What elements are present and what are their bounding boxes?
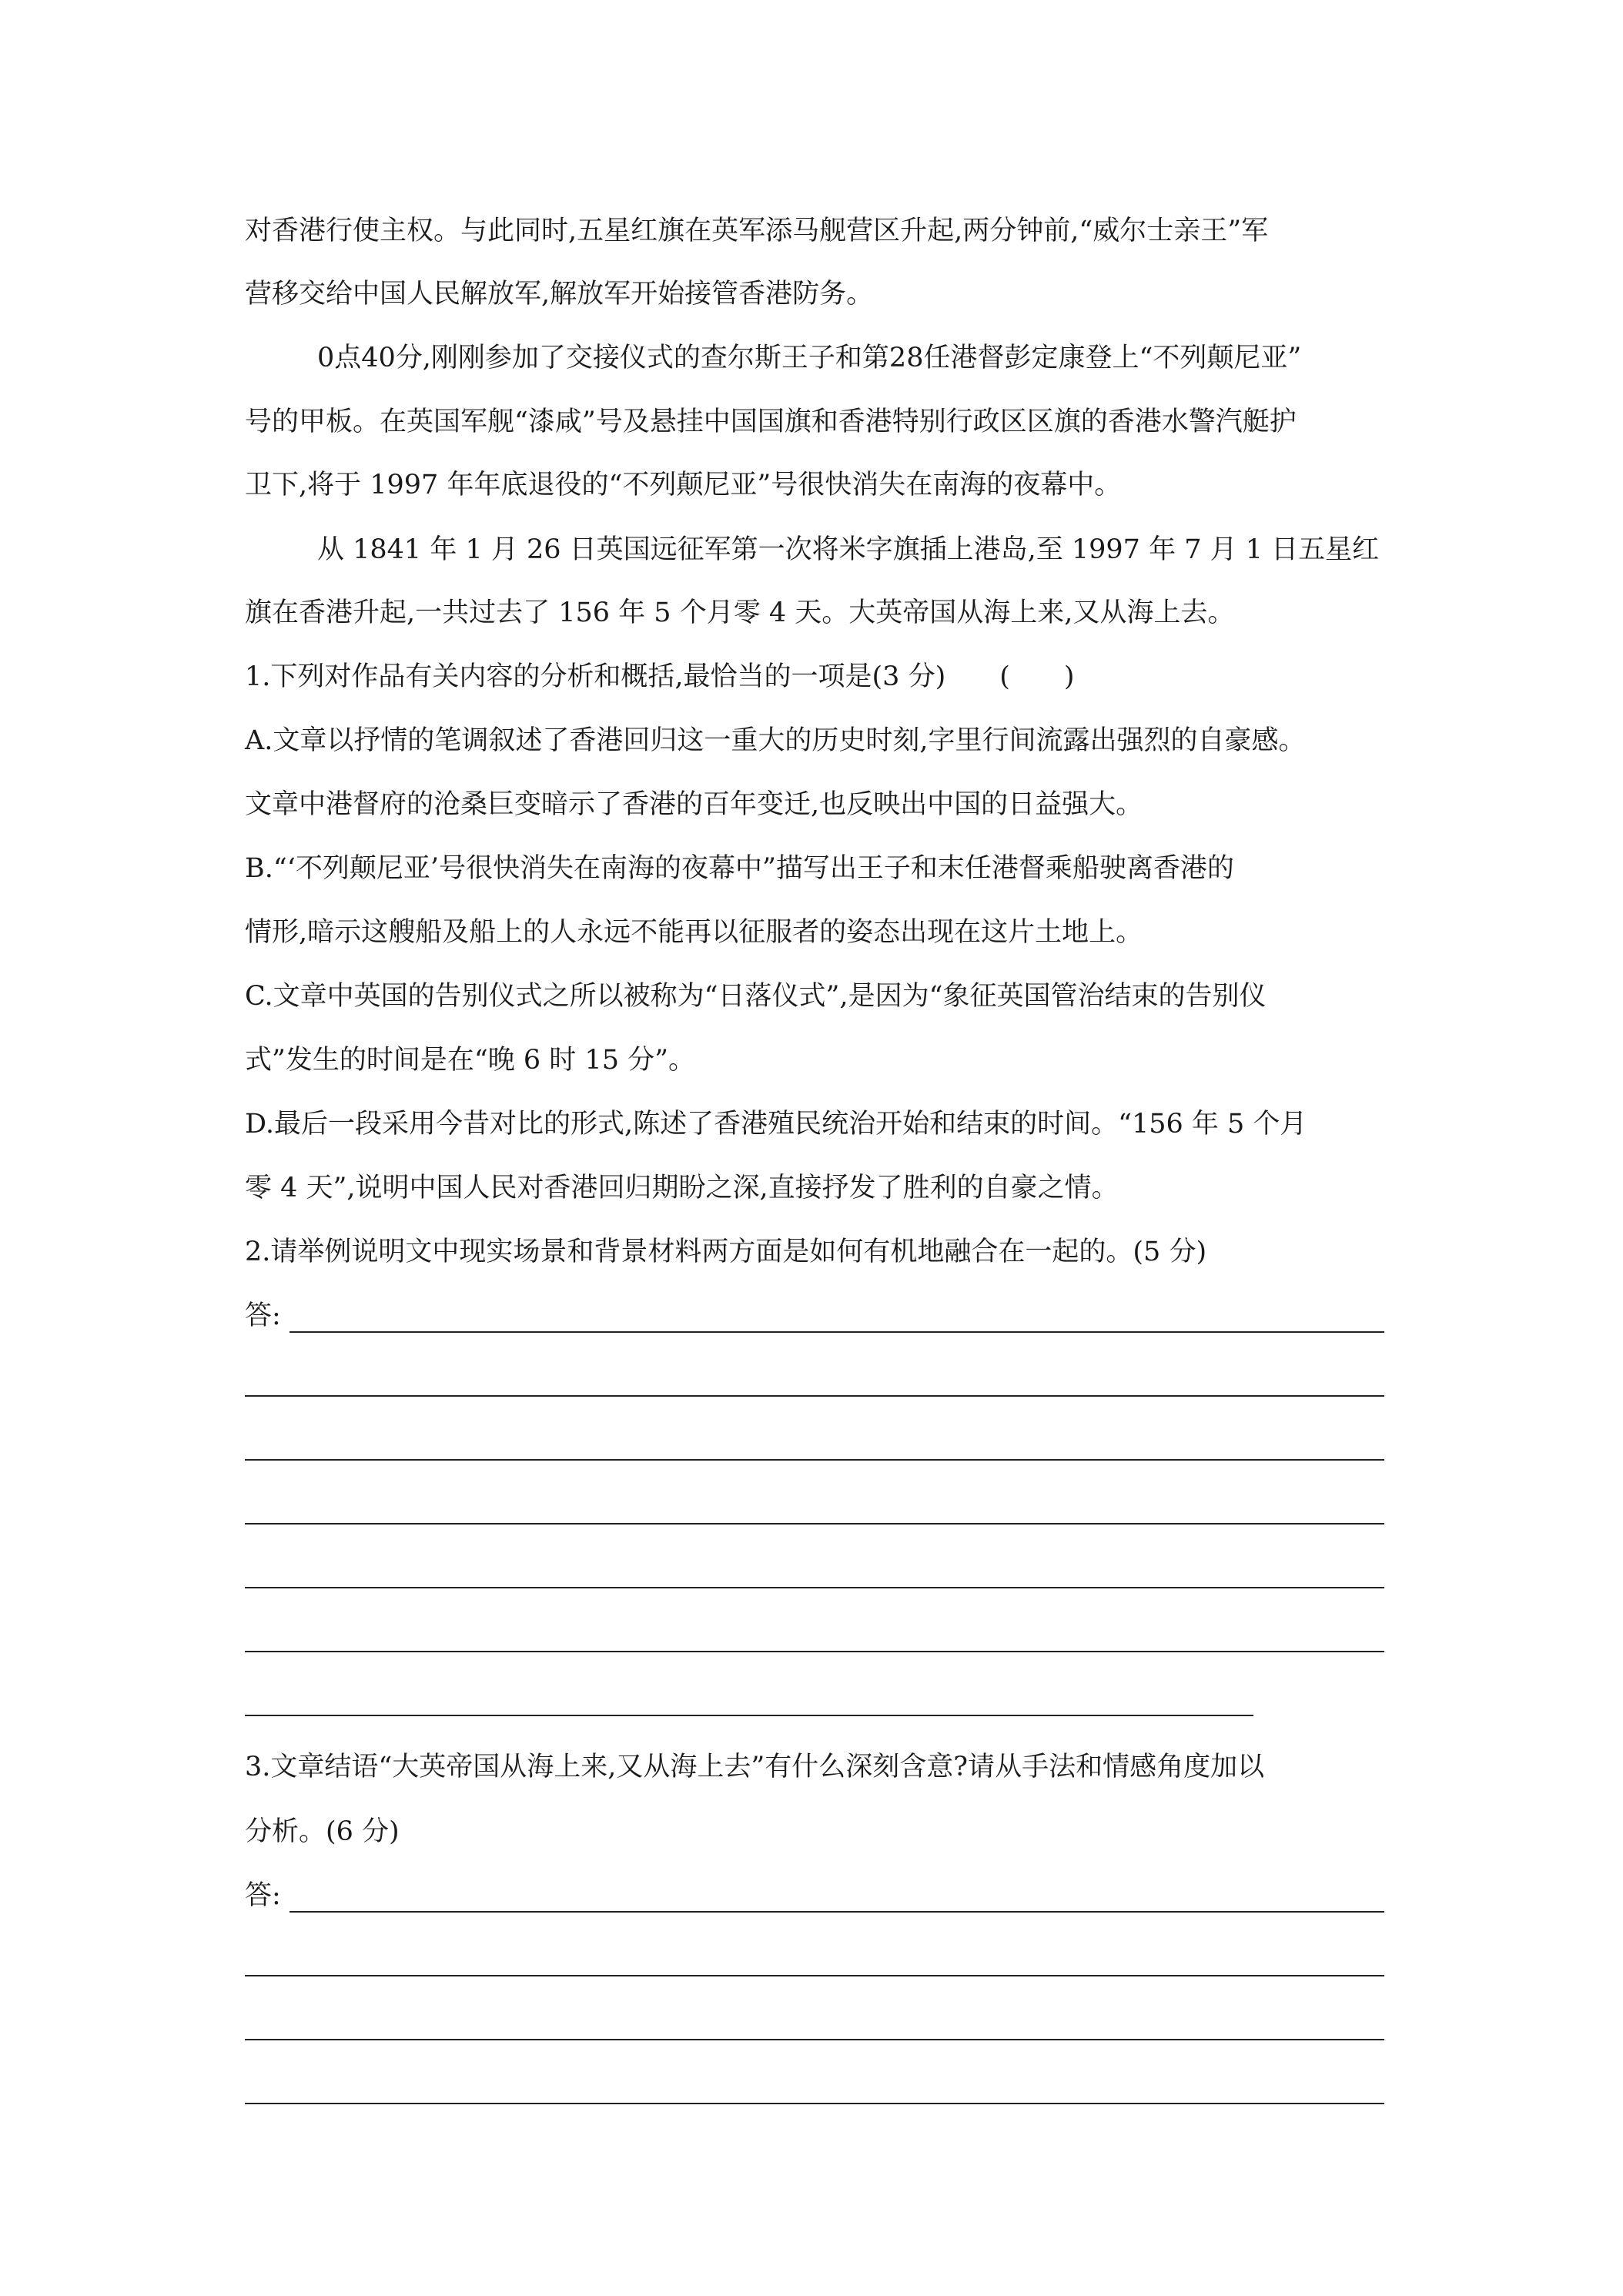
answer-line[interactable] — [245, 1587, 1384, 1588]
question-1-option-c: C.文章中英国的告别仪式之所以被称为“日落仪式”,是因为“象征英国管治结束的告别仪 — [245, 981, 1267, 1012]
answer-line[interactable] — [245, 2039, 1384, 2040]
answer-line[interactable] — [245, 1651, 1384, 1652]
question-3-stem-cont: 分析。(6 分) — [245, 1816, 400, 1847]
question-3-answer-area[interactable] — [245, 1879, 1384, 1913]
passage-line: 0点40分,刚刚参加了交接仪式的查尔斯王子和第28任港督彭定康登上“不列颠尼亚” — [317, 343, 1302, 373]
passage-line: 对香港行使主权。与此同时,五星红旗在英军添马舰营区升起,两分钟前,“威尔士亲王”军 — [245, 216, 1269, 246]
passage-line: 从 1841 年 1 月 26 日英国远征军第一次将米字旗插上港岛,至 1997 年 7 月 1 日五星红 — [317, 534, 1380, 565]
answer-line — [289, 1911, 1384, 1913]
answer-line[interactable] — [245, 1395, 1384, 1397]
question-1-option-b-cont: 情形,暗示这艘船及船上的人永远不能再以征服者的姿态出现在这片土地上。 — [245, 917, 1143, 948]
question-1-option-c-cont: 式”发生的时间是在“晚 6 时 15 分”。 — [245, 1045, 695, 1076]
answer-label: 答: — [245, 1300, 281, 1331]
question-1-option-b: B.“‘不列颠尼亚’号很快消失在南海的夜幕中”描写出王子和末任港督乘船驶离香港的 — [245, 853, 1234, 884]
answer-line[interactable] — [245, 1975, 1384, 1976]
passage-line: 营移交给中国人民解放军,解放军开始接管香港防务。 — [245, 279, 874, 310]
answer-line — [289, 1331, 1384, 1333]
question-1-option-d-cont: 零 4 天”,说明中国人民对香港回归期盼之深,直接抒发了胜利的自豪之情。 — [245, 1173, 1119, 1203]
answer-label: 答: — [245, 1880, 281, 1911]
question-1-stem: 1.下列对作品有关内容的分析和概括,最恰当的一项是(3 分) ( ) — [245, 661, 1075, 692]
answer-line[interactable] — [245, 1715, 1253, 1716]
document-page — [245, 0, 1384, 2296]
question-3-stem: 3.文章结语“大英帝国从海上来,又从海上去”有什么深刻含意?请从手法和情感角度加以 — [245, 1752, 1265, 1782]
question-1-option-a-cont: 文章中港督府的沧桑巨变暗示了香港的百年变迁,也反映出中国的日益强大。 — [245, 789, 1143, 820]
question-2-answer-area[interactable] — [245, 1299, 1384, 1333]
question-1-option-d: D.最后一段采用今昔对比的形式,陈述了香港殖民统治开始和结束的时间。“156 年 5 个月 — [245, 1109, 1307, 1140]
passage-line: 旗在香港升起,一共过去了 156 年 5 个月零 4 天。大英帝国从海上来,又从海上去。 — [245, 597, 1235, 628]
passage-line: 卫下,将于 1997 年年底退役的“不列颠尼亚”号很快消失在南海的夜幕中。 — [245, 470, 1122, 500]
question-2-stem: 2.请举例说明文中现实场景和背景材料两方面是如何有机地融合在一起的。(5 分) — [245, 1237, 1207, 1267]
answer-line[interactable] — [245, 1523, 1384, 1525]
passage-line: 号的甲板。在英国军舰“漆咸”号及悬挂中国国旗和香港特别行政区区旗的香港水警汽艇护 — [245, 407, 1297, 437]
question-1-option-a: A.文章以抒情的笔调叙述了香港回归这一重大的历史时刻,字里行间流露出强烈的自豪感。 — [245, 725, 1306, 756]
answer-line[interactable] — [245, 1459, 1384, 1461]
answer-line[interactable] — [245, 2103, 1384, 2104]
